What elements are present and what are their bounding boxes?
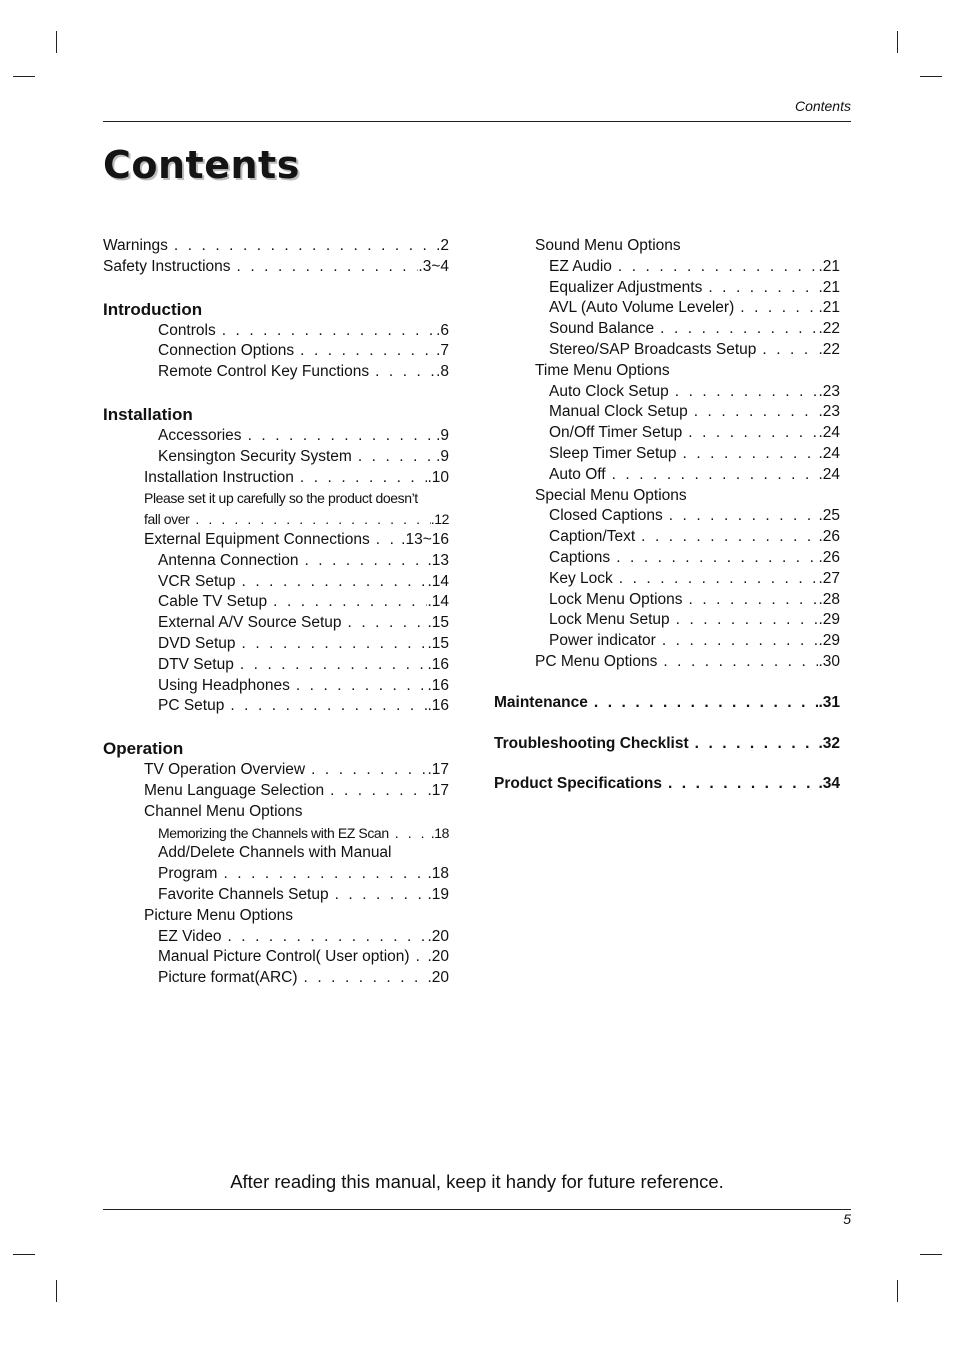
- toc-subheading[interactable]: Channel Menu Options: [144, 802, 303, 820]
- toc-entry[interactable]: fall over . . . .12: [103, 509, 449, 530]
- toc-right-column: [494, 236, 840, 795]
- toc-entry[interactable]: Manual Clock Setup . . . .23: [494, 402, 840, 423]
- toc-entry[interactable]: Antenna Connection . . . .13: [103, 551, 449, 572]
- crop-mark: [897, 31, 898, 53]
- toc-subheading[interactable]: Picture Menu Options: [144, 906, 294, 924]
- toc-entry[interactable]: PC Setup . . . .16: [103, 696, 449, 717]
- toc-entry-troubleshooting[interactable]: Troubleshooting Checklist . . . .32: [494, 734, 840, 755]
- section-heading-installation: Installation: [103, 404, 193, 424]
- toc-entry[interactable]: Sleep Timer Setup . . . .24: [494, 444, 840, 465]
- toc-entry[interactable]: Closed Captions . . . .25: [494, 506, 840, 527]
- toc-entry[interactable]: Connection Options . . . .7: [103, 341, 449, 362]
- page-number: 5: [843, 1211, 851, 1227]
- toc-entry-maintenance[interactable]: Maintenance . . . .31: [494, 693, 840, 714]
- toc-entry[interactable]: External Equipment Connections . . . .13~16: [103, 530, 449, 551]
- running-head: Contents: [794, 98, 851, 114]
- toc-entry[interactable]: Equalizer Adjustments . . . .21: [494, 278, 840, 299]
- toc-entry[interactable]: Program . . . .18: [103, 864, 449, 885]
- toc-entry-specifications[interactable]: Product Specifications . . . .34: [494, 774, 840, 795]
- crop-mark: [13, 1254, 35, 1255]
- toc-entry[interactable]: Caption/Text . . . .26: [494, 527, 840, 548]
- toc-entry-line[interactable]: Please set it up carefully so the product doesn’t: [144, 490, 418, 507]
- header-rule: [103, 121, 851, 122]
- toc-entry[interactable]: Picture format(ARC) . . . .20: [103, 968, 449, 989]
- toc-entry[interactable]: Accessories . . . .9: [103, 426, 449, 447]
- toc-entry[interactable]: VCR Setup . . . .14: [103, 572, 449, 593]
- toc-subheading[interactable]: Special Menu Options: [535, 486, 687, 504]
- toc-entry[interactable]: EZ Video . . . .20: [103, 927, 449, 948]
- toc-entry[interactable]: Sound Balance . . . .22: [494, 319, 840, 340]
- section-heading-operation: Operation: [103, 739, 184, 759]
- toc-entry[interactable]: DVD Setup . . . .15: [103, 634, 449, 655]
- page-title: Contents: [103, 143, 300, 187]
- section-heading-introduction: Introduction: [103, 299, 203, 319]
- toc-subheading[interactable]: Time Menu Options: [535, 361, 670, 379]
- toc-left-column: [103, 236, 449, 989]
- footer-rule: [103, 1209, 851, 1210]
- toc-entry[interactable]: PC Menu Options . . . .30: [494, 652, 840, 673]
- toc-entry[interactable]: Stereo/SAP Broadcasts Setup . . . .22: [494, 340, 840, 361]
- toc-entry[interactable]: Warnings . . . .2: [103, 236, 449, 257]
- toc-entry[interactable]: Remote Control Key Functions . . . .8: [103, 362, 449, 383]
- footer-note: After reading this manual, keep it handy for future reference.: [230, 1171, 724, 1192]
- toc-entry[interactable]: Key Lock . . . .27: [494, 569, 840, 590]
- toc-entry[interactable]: EZ Audio . . . .21: [494, 257, 840, 278]
- toc-entry[interactable]: External A/V Source Setup . . . .15: [103, 613, 449, 634]
- toc-entry[interactable]: DTV Setup . . . .16: [103, 655, 449, 676]
- toc-entry[interactable]: Auto Clock Setup . . . .23: [494, 382, 840, 403]
- toc-entry[interactable]: Kensington Security System . . . .9: [103, 447, 449, 468]
- toc-entry[interactable]: Installation Instruction . . . .10: [103, 468, 449, 489]
- toc-entry[interactable]: Lock Menu Options . . . .28: [494, 590, 840, 611]
- crop-mark: [897, 1280, 898, 1302]
- crop-mark: [920, 1254, 942, 1255]
- toc-entry[interactable]: On/Off Timer Setup . . . .24: [494, 423, 840, 444]
- toc-entry[interactable]: Safety Instructions . . . .3~4: [103, 257, 449, 278]
- toc-entry[interactable]: Menu Language Selection . . . .17: [103, 781, 449, 802]
- crop-mark: [56, 31, 57, 53]
- toc-entry[interactable]: Captions . . . .26: [494, 548, 840, 569]
- toc-subheading[interactable]: Sound Menu Options: [535, 237, 681, 254]
- toc-entry[interactable]: Manual Picture Control( User option) . . . .20: [103, 947, 449, 968]
- crop-mark: [13, 76, 35, 77]
- toc-entry[interactable]: Using Headphones . . . .16: [103, 676, 449, 697]
- toc-entry-line[interactable]: Add/Delete Channels with Manual: [158, 844, 392, 862]
- toc-entry[interactable]: Cable TV Setup . . . .14: [103, 592, 449, 613]
- toc-entry[interactable]: Controls . . . .6: [103, 321, 449, 342]
- toc-entry[interactable]: TV Operation Overview . . . .17: [103, 760, 449, 781]
- crop-mark: [56, 1280, 57, 1302]
- toc-entry[interactable]: AVL (Auto Volume Leveler) . . . .21: [494, 298, 840, 319]
- toc-entry[interactable]: Power indicator . . . .29: [494, 631, 840, 652]
- toc-entry[interactable]: Favorite Channels Setup . . . .19: [103, 885, 449, 906]
- toc-entry[interactable]: Lock Menu Setup . . . .29: [494, 610, 840, 631]
- toc-entry[interactable]: Auto Off . . . .24: [494, 465, 840, 486]
- toc-entry[interactable]: Memorizing the Channels with EZ Scan . . . .18: [103, 823, 449, 844]
- crop-mark: [920, 76, 942, 77]
